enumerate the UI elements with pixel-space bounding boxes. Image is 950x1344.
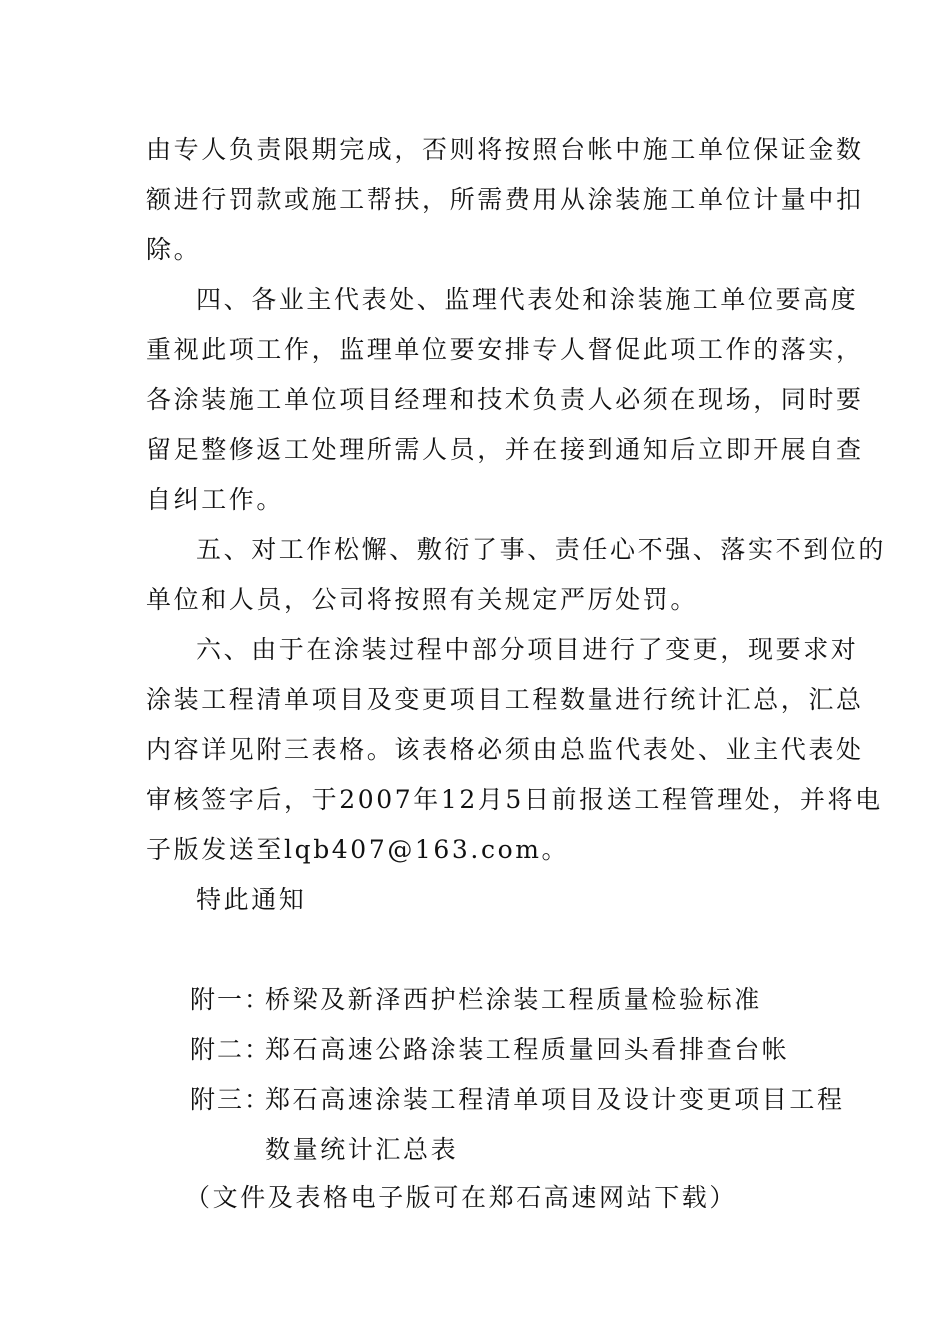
body-line: 六、由于在涂装过程中部分项目进行了变更，现要求对 <box>196 635 859 664</box>
attachment-label: 附一： <box>190 985 272 1014</box>
attachment-label: 附二： <box>190 1035 272 1064</box>
attachment-title: 郑石高速公路涂装工程质量回头看排查台帐 <box>265 1035 790 1064</box>
body-line: 各涂装施工单位项目经理和技术负责人必须在现场，同时要 <box>146 385 864 414</box>
body-line: 内容详见附三表格。该表格必须由总监代表处、业主代表处 <box>146 735 864 764</box>
attachment-title: 桥梁及新泽西护栏涂装工程质量检验标准 <box>265 985 762 1014</box>
body-line: 额进行罚款或施工帮扶，所需费用从涂装施工单位计量中扣 <box>146 185 864 214</box>
attachment-title: 郑石高速涂装工程清单项目及设计变更项目工程 <box>265 1085 845 1114</box>
body-line: 自纠工作。 <box>146 485 285 514</box>
body-line: 留足整修返工处理所需人员，并在接到通知后立即开展自查 <box>146 435 864 464</box>
body-line: 审核签字后，于2007年12月5日前报送工程管理处，并将电 <box>146 785 883 814</box>
body-line: 四、各业主代表处、监理代表处和涂装施工单位要高度 <box>196 285 859 314</box>
closing-text: 特此通知 <box>196 885 307 914</box>
body-line: 除。 <box>146 235 202 264</box>
download-note: （文件及表格电子版可在郑石高速网站下载） <box>185 1183 738 1212</box>
body-line: 子版发送至lqb407@163.com。 <box>146 835 570 864</box>
body-line: 由专人负责限期完成，否则将按照台帐中施工单位保证金数 <box>146 135 864 164</box>
body-line: 涂装工程清单项目及变更项目工程数量进行统计汇总，汇总 <box>146 685 864 714</box>
body-line: 单位和人员，公司将按照有关规定严厉处罚。 <box>146 585 699 614</box>
attachment-title-continued: 数量统计汇总表 <box>265 1135 459 1164</box>
attachment-label: 附三： <box>190 1085 272 1114</box>
body-line: 五、对工作松懈、敷衍了事、责任心不强、落实不到位的 <box>196 535 887 564</box>
body-line: 重视此项工作，监理单位要安排专人督促此项工作的落实， <box>146 335 864 364</box>
